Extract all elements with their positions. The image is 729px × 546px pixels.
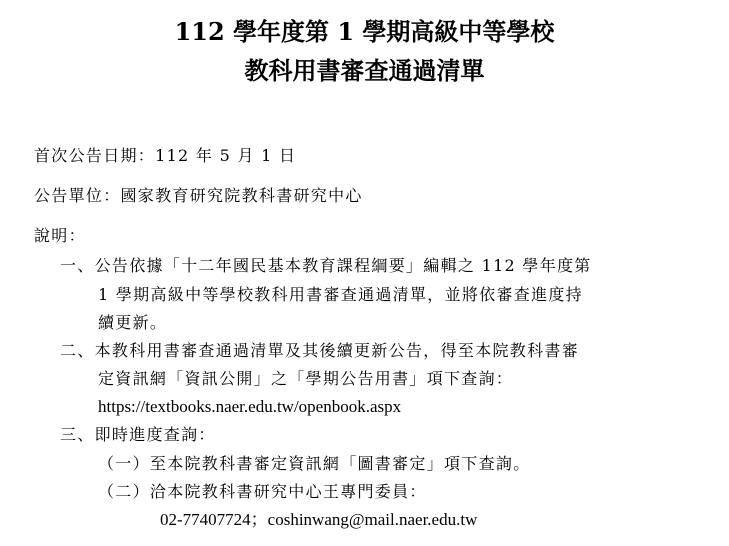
document-title-line-1: 112 學年度第 1 學期高級中等學校 [174,17,555,46]
item-3-sub-2: （二）洽本院教科書研究中心王專門委員： [98,482,427,501]
explain-label: 說明： [34,226,86,245]
openbook-url[interactable]: https://textbooks.naer.edu.tw/openbook.aspx [98,397,402,416]
item-3-line-1: 三、即時進度查詢： [60,425,216,444]
document-title-line-2: 教科用書審查通過清單 [244,56,485,85]
announce-date: 首次公告日期：112 年 5 月 1 日 [34,146,297,165]
item-1-line-2: 1 學期高級中等學校教科用書審查通過清單，並將依審查進度持 [98,285,583,304]
item-2-line-2: 定資訊網「資訊公開」之「學期公告用書」項下查詢： [98,369,514,388]
announce-unit: 公告單位：國家教育研究院教科書研究中心 [34,186,363,205]
item-1-line-3: 續更新。 [98,313,168,332]
item-2-line-1: 二、本教科用書審查通過清單及其後續更新公告，得至本院教科書審 [60,341,580,360]
contact-info: 02-77407724；coshinwang@mail.naer.edu.tw [160,510,478,529]
item-1-line-1: 一、公告依據「十二年國民基本教育課程綱要」編輯之 112 學年度第 [60,256,592,275]
item-3-sub-1: （一）至本院教科書審定資訊網「圖書審定」項下查詢。 [98,454,531,473]
